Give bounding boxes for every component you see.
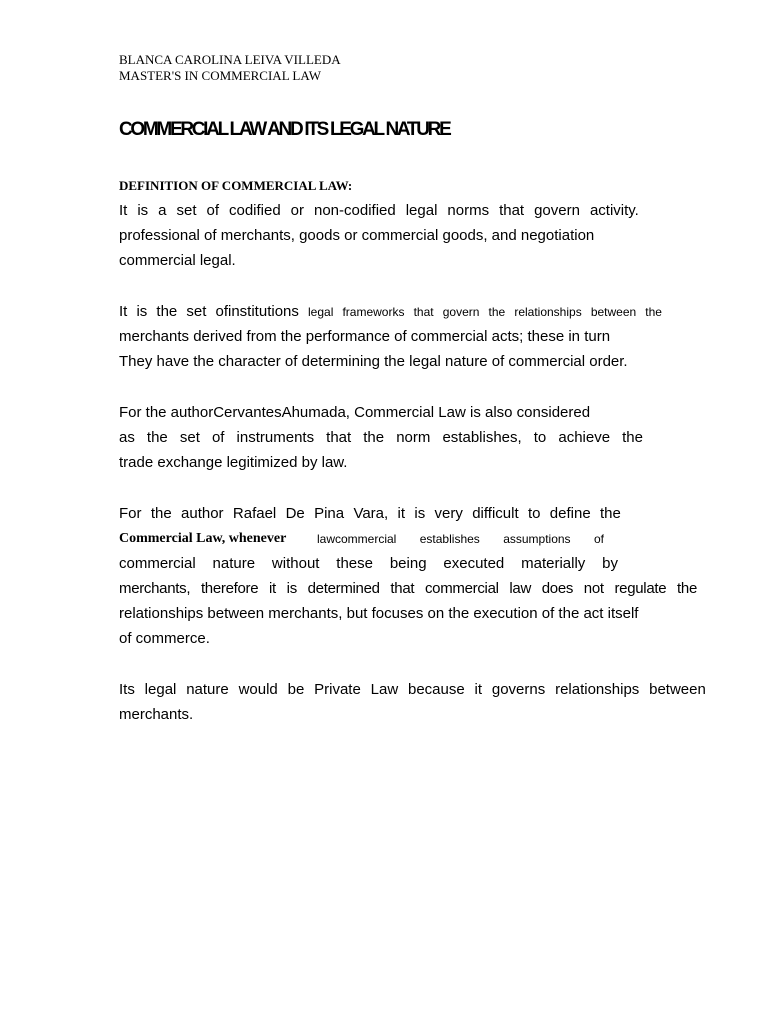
word: For (119, 505, 142, 522)
word: Vara, (353, 505, 389, 522)
paragraph-4-line-4 (119, 579, 697, 599)
paragraph-1-line-1 (119, 201, 639, 221)
word: is (286, 580, 297, 597)
word: is (414, 505, 426, 522)
word: the (622, 429, 643, 446)
word: would (238, 681, 278, 698)
word: very (434, 505, 463, 522)
word: it (474, 681, 483, 698)
paragraph-1-line-3: commercial legal. (119, 252, 236, 269)
word: that (390, 580, 415, 597)
word: of (206, 202, 219, 219)
word: Rafael (232, 505, 277, 522)
word: that (413, 305, 434, 319)
word: the (488, 305, 506, 319)
word: or (290, 202, 305, 219)
word: Private (314, 681, 361, 698)
paragraph-1-line-2: professional of merchants, goods or commercial goods, and negotiation (119, 227, 595, 244)
word: nature (186, 681, 229, 698)
word: the (156, 303, 178, 320)
word: legal (144, 681, 177, 698)
word: because (408, 681, 465, 698)
word: author (181, 505, 224, 522)
paragraph-4-bold-phrase: Commercial Law, whenever (119, 531, 287, 546)
word: the (150, 505, 172, 522)
word: frameworks (342, 305, 405, 319)
word: set (176, 202, 197, 219)
word: govern (534, 202, 580, 219)
word: these (336, 555, 373, 572)
word: executed (443, 555, 505, 572)
word: Law (370, 681, 399, 698)
word: be (287, 681, 305, 698)
word: of (211, 429, 225, 446)
word: that (499, 202, 525, 219)
section-heading: DEFINITION OF COMMERCIAL LAW: (119, 178, 353, 193)
word: law (509, 580, 531, 597)
word: norms (447, 202, 490, 219)
word: commercial (424, 580, 499, 597)
word: is (137, 202, 149, 219)
word: activity. (589, 202, 639, 219)
paragraph-4-line-1 (119, 504, 621, 524)
word: ofinstitutions (215, 303, 299, 320)
word: as (119, 429, 135, 446)
word: the (600, 505, 621, 522)
word: Pina (314, 505, 345, 522)
word: It (119, 202, 128, 219)
word: that (326, 429, 352, 446)
word: codified (228, 202, 281, 219)
author-name: BLANCA CAROLINA LEIVA VILLEDA (119, 52, 341, 67)
word: Its (119, 681, 135, 698)
word: assumptions (503, 532, 571, 546)
word: determined (307, 580, 380, 597)
document-title: COMMERCIAL LAW AND ITS LEGAL NATURE (119, 119, 450, 140)
word: the (677, 580, 697, 597)
paragraph-4-line-6: of commerce. (119, 630, 210, 647)
word: It (119, 303, 128, 320)
paragraph-4-line-5: relationships between merchants, but focuses on the execution of the act itself (119, 605, 639, 622)
word: set (179, 429, 200, 446)
word: difficult (472, 505, 519, 522)
paragraph-4-line-2 (119, 529, 604, 549)
word: norm (396, 429, 431, 446)
word: regulate (614, 580, 667, 597)
paragraph-4-line-2-rest (317, 529, 604, 549)
word: of (593, 532, 604, 546)
word: commercial (119, 555, 196, 572)
paragraph-3-line-2 (119, 428, 643, 448)
word: not (583, 580, 604, 597)
word: set (186, 303, 207, 320)
word: De (285, 505, 305, 522)
word: materially (521, 555, 586, 572)
word: is (136, 303, 148, 320)
word: the (363, 429, 385, 446)
word: establishes, (442, 429, 522, 446)
word: relationships (514, 305, 582, 319)
word: to (527, 505, 541, 522)
word: without (271, 555, 320, 572)
word: to (533, 429, 547, 446)
word: a (158, 202, 167, 219)
word: instruments (236, 429, 315, 446)
word: legal (405, 202, 438, 219)
paragraph-3-line-3: trade exchange legitimized by law. (119, 454, 348, 471)
word: it (397, 505, 406, 522)
word: the (146, 429, 168, 446)
word: therefore (200, 580, 259, 597)
word: non-codified (314, 202, 396, 219)
word: governs (491, 681, 546, 698)
paragraph-4-line-3 (119, 554, 618, 574)
word: merchants, (119, 580, 191, 597)
word: establishes (419, 532, 480, 546)
word: nature (212, 555, 256, 572)
word: between (590, 305, 637, 319)
word: does (541, 580, 574, 597)
word: relationships (555, 681, 640, 698)
word: it (269, 580, 276, 597)
word: by (602, 555, 618, 572)
word: lawcommercial (317, 532, 397, 546)
paragraph-2-line-3: They have the character of determining the legal nature of commercial order. (119, 353, 628, 370)
paragraph-5-line-2: merchants. (119, 706, 194, 723)
paragraph-2-line-1 (119, 302, 662, 322)
word: being (389, 555, 427, 572)
word: achieve (558, 429, 611, 446)
word: define (549, 505, 591, 522)
word: between (649, 681, 706, 698)
paragraph-2-line-2: merchants derived from the performance of commercial acts; these in turn (119, 328, 611, 345)
degree-program: MASTER'S IN COMMERCIAL LAW (119, 68, 321, 83)
word: legal (308, 305, 334, 319)
word: govern (442, 305, 480, 319)
paragraph-3-line-1: For the authorCervantesAhumada, Commercial Law is also considered (119, 404, 591, 421)
word: the (645, 305, 662, 319)
paragraph-5-line-1 (119, 680, 706, 700)
